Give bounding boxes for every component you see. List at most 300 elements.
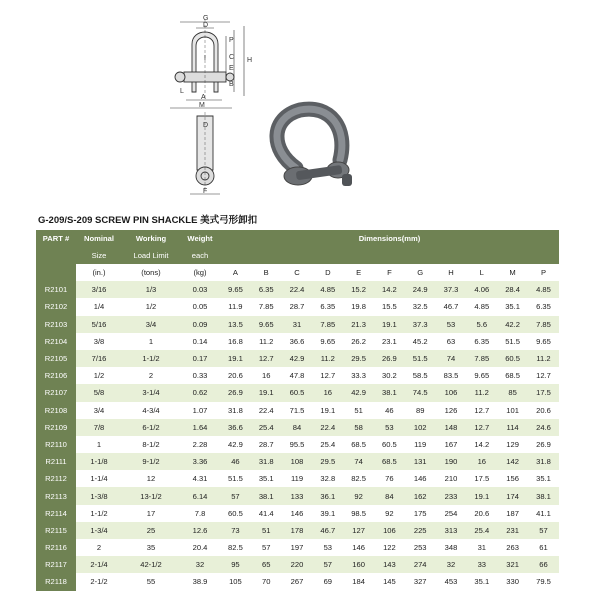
table-row bbox=[36, 436, 559, 453]
table-cell: 3/4 bbox=[76, 402, 122, 419]
table-cell: 31.8 bbox=[220, 402, 251, 419]
table-cell: 197 bbox=[282, 539, 313, 556]
table-cell: 210 bbox=[436, 470, 467, 487]
table-cell: 1 bbox=[122, 333, 180, 350]
table-row bbox=[36, 333, 559, 350]
diagram-label-m: M bbox=[199, 102, 205, 109]
table-row bbox=[36, 316, 559, 333]
table-cell: 16 bbox=[251, 367, 282, 384]
table-cell: 1.07 bbox=[180, 402, 220, 419]
table-cell: 68.5 bbox=[374, 453, 405, 470]
table-cell: 7/16 bbox=[76, 350, 122, 367]
table-cell: 20.4 bbox=[180, 539, 220, 556]
part-number-cell: R2111 bbox=[36, 453, 76, 470]
table-cell: 66 bbox=[528, 556, 559, 573]
table-cell: 9.65 bbox=[528, 333, 559, 350]
table-row bbox=[36, 453, 559, 470]
table-cell: 108 bbox=[282, 453, 313, 470]
table-cell: 19.1 bbox=[220, 350, 251, 367]
table-cell: 21.3 bbox=[343, 316, 374, 333]
header-row-3 bbox=[36, 264, 559, 281]
table-cell: 11.2 bbox=[251, 333, 282, 350]
diagram-label-a: A bbox=[201, 94, 206, 101]
table-cell: 57 bbox=[312, 556, 343, 573]
table-cell: 453 bbox=[436, 573, 467, 590]
table-cell: 36.1 bbox=[312, 487, 343, 504]
part-number-cell: R2116 bbox=[36, 539, 76, 556]
diagram-label-d: D bbox=[203, 22, 209, 29]
table-cell: 69 bbox=[312, 573, 343, 590]
table-cell: 101 bbox=[497, 402, 528, 419]
table-cell: 131 bbox=[405, 453, 436, 470]
table-cell: 2.28 bbox=[180, 436, 220, 453]
table-cell: 25.4 bbox=[312, 436, 343, 453]
table-cell: 32.5 bbox=[405, 298, 436, 315]
table-cell: 122 bbox=[374, 539, 405, 556]
table-cell: 89 bbox=[405, 402, 436, 419]
table-cell: 46 bbox=[220, 453, 251, 470]
table-cell: 6.35 bbox=[312, 298, 343, 315]
table-row bbox=[36, 419, 559, 436]
table-cell: 71.5 bbox=[282, 402, 313, 419]
table-cell: 39.1 bbox=[312, 505, 343, 522]
header-part: PART # bbox=[36, 230, 76, 247]
table-cell: 11.2 bbox=[466, 384, 497, 401]
table-cell: 7.85 bbox=[528, 316, 559, 333]
table-cell: 146 bbox=[343, 539, 374, 556]
table-cell: 146 bbox=[282, 505, 313, 522]
table-cell: 1-1/2 bbox=[122, 350, 180, 367]
header-dimensions: Dimensions(mm) bbox=[220, 230, 559, 247]
table-cell: 1.64 bbox=[180, 419, 220, 436]
table-cell: 85 bbox=[497, 384, 528, 401]
table-cell: 32 bbox=[436, 556, 467, 573]
table-cell: 187 bbox=[497, 505, 528, 522]
table-cell: 9-1/2 bbox=[122, 453, 180, 470]
table-row bbox=[36, 384, 559, 401]
table-cell: 26.2 bbox=[343, 333, 374, 350]
table-cell: 46.7 bbox=[436, 298, 467, 315]
table-cell: 233 bbox=[436, 487, 467, 504]
table-cell: 22.4 bbox=[282, 281, 313, 298]
table-cell: 28.7 bbox=[282, 298, 313, 315]
table-cell: 15.5 bbox=[374, 298, 405, 315]
header-nominal-sub: Size bbox=[76, 247, 122, 264]
part-number-cell: R2101 bbox=[36, 281, 76, 298]
table-cell: 9.65 bbox=[466, 367, 497, 384]
diagram-label-p: P bbox=[229, 37, 234, 44]
table-cell: 0.17 bbox=[180, 350, 220, 367]
table-cell: 19.1 bbox=[251, 384, 282, 401]
part-number-cell: R2115 bbox=[36, 522, 76, 539]
table-cell: 17.5 bbox=[466, 470, 497, 487]
dim-col-g: G bbox=[405, 264, 436, 281]
table-cell: 4.31 bbox=[180, 470, 220, 487]
table-cell: 9.65 bbox=[312, 333, 343, 350]
table-cell: 1-1/8 bbox=[76, 453, 122, 470]
diagram-label-h: H bbox=[247, 57, 253, 64]
header-weight-unit: (kg) bbox=[180, 264, 220, 281]
table-cell: 4.85 bbox=[466, 298, 497, 315]
table-cell: 28.7 bbox=[251, 436, 282, 453]
table-cell: 51 bbox=[251, 522, 282, 539]
table-cell: 106 bbox=[436, 384, 467, 401]
table-row bbox=[36, 281, 559, 298]
table-cell: 178 bbox=[282, 522, 313, 539]
table-cell: 6.35 bbox=[251, 281, 282, 298]
table-cell: 143 bbox=[374, 556, 405, 573]
dim-col-c: C bbox=[282, 264, 313, 281]
table-cell: 25 bbox=[122, 522, 180, 539]
table-cell: 35.1 bbox=[466, 573, 497, 590]
diagram-label-g: G bbox=[203, 15, 209, 22]
table-cell: 41.1 bbox=[528, 505, 559, 522]
table-cell: 42-1/2 bbox=[122, 556, 180, 573]
diagram-label-c: C bbox=[229, 54, 235, 61]
table-cell: 68.5 bbox=[343, 436, 374, 453]
table-cell: 29.5 bbox=[312, 453, 343, 470]
table-cell: 12.7 bbox=[251, 350, 282, 367]
table-cell: 60.5 bbox=[220, 505, 251, 522]
part-number-cell: R2104 bbox=[36, 333, 76, 350]
table-cell: 31.8 bbox=[251, 453, 282, 470]
table-cell: 26.9 bbox=[220, 384, 251, 401]
table-cell: 32.8 bbox=[312, 470, 343, 487]
table-cell: 9.65 bbox=[251, 316, 282, 333]
part-number-cell: R2110 bbox=[36, 436, 76, 453]
table-row bbox=[36, 487, 559, 504]
table-cell: 51.5 bbox=[497, 333, 528, 350]
table-cell: 19.1 bbox=[312, 402, 343, 419]
table-cell: 330 bbox=[497, 573, 528, 590]
table-cell: 3/16 bbox=[76, 281, 122, 298]
table-cell: 6.35 bbox=[528, 298, 559, 315]
table-cell: 46 bbox=[374, 402, 405, 419]
table-cell: 2-1/2 bbox=[76, 573, 122, 590]
table-cell: 2 bbox=[76, 539, 122, 556]
table-cell: 79.5 bbox=[528, 573, 559, 590]
table-cell: 105 bbox=[220, 573, 251, 590]
spec-table-body bbox=[36, 230, 559, 591]
table-cell: 16 bbox=[466, 453, 497, 470]
table-cell: 73 bbox=[220, 522, 251, 539]
dim-col-a: A bbox=[220, 264, 251, 281]
table-cell: 1/2 bbox=[76, 367, 122, 384]
figure-area bbox=[0, 0, 600, 215]
table-cell: 42.9 bbox=[220, 436, 251, 453]
table-title: G-209/S-209 SCREW PIN SHACKLE 美式弓形卸扣 bbox=[38, 215, 258, 226]
table-cell: 13-1/2 bbox=[122, 487, 180, 504]
table-cell: 231 bbox=[497, 522, 528, 539]
table-cell: 76 bbox=[374, 470, 405, 487]
dim-col-h: H bbox=[436, 264, 467, 281]
table-cell: 1/3 bbox=[122, 281, 180, 298]
table-cell: 2 bbox=[122, 367, 180, 384]
table-cell: 98.5 bbox=[343, 505, 374, 522]
part-number-cell: R2103 bbox=[36, 316, 76, 333]
table-cell: 30.2 bbox=[374, 367, 405, 384]
table-cell: 74 bbox=[343, 453, 374, 470]
table-cell: 8-1/2 bbox=[122, 436, 180, 453]
table-cell: 22.4 bbox=[312, 419, 343, 436]
table-cell: 53 bbox=[312, 539, 343, 556]
table-cell: 167 bbox=[436, 436, 467, 453]
table-cell: 45.2 bbox=[405, 333, 436, 350]
table-cell: 5/16 bbox=[76, 316, 122, 333]
part-number-cell: R2106 bbox=[36, 367, 76, 384]
table-row bbox=[36, 367, 559, 384]
table-cell: 36.6 bbox=[220, 419, 251, 436]
table-cell: 254 bbox=[436, 505, 467, 522]
table-cell: 3/4 bbox=[122, 316, 180, 333]
table-cell: 0.05 bbox=[180, 298, 220, 315]
header-working-sub: Load Limit bbox=[122, 247, 180, 264]
table-cell: 60.5 bbox=[282, 384, 313, 401]
table-cell: 22.4 bbox=[251, 402, 282, 419]
diagram-label-e: E bbox=[229, 65, 234, 72]
table-cell: 148 bbox=[436, 419, 467, 436]
table-row bbox=[36, 539, 559, 556]
table-cell: 0.03 bbox=[180, 281, 220, 298]
table-cell: 51.5 bbox=[405, 350, 436, 367]
diagram-label-f: F bbox=[203, 188, 208, 195]
table-cell: 35.1 bbox=[497, 298, 528, 315]
table-cell: 26.9 bbox=[528, 436, 559, 453]
table-cell: 267 bbox=[282, 573, 313, 590]
table-cell: 57 bbox=[251, 539, 282, 556]
diagram-label-i: I bbox=[204, 55, 206, 62]
diagram-label-b: B bbox=[229, 81, 234, 88]
table-cell: 14.2 bbox=[374, 281, 405, 298]
table-cell: 1-1/4 bbox=[76, 470, 122, 487]
table-cell: 2-1/4 bbox=[76, 556, 122, 573]
header-row-1 bbox=[36, 230, 559, 247]
table-cell: 51 bbox=[343, 402, 374, 419]
table-cell: 12.7 bbox=[312, 367, 343, 384]
header-part-blank bbox=[36, 247, 76, 264]
table-cell: 129 bbox=[497, 436, 528, 453]
table-cell: 42.2 bbox=[497, 316, 528, 333]
table-cell: 38.1 bbox=[528, 487, 559, 504]
table-cell: 15.2 bbox=[343, 281, 374, 298]
table-cell: 11.2 bbox=[312, 350, 343, 367]
dim-col-f: F bbox=[374, 264, 405, 281]
table-cell: 35.1 bbox=[528, 470, 559, 487]
table-cell: 29.5 bbox=[343, 350, 374, 367]
table-cell: 68.5 bbox=[497, 367, 528, 384]
table-cell: 12.6 bbox=[180, 522, 220, 539]
table-cell: 114 bbox=[497, 419, 528, 436]
table-cell: 11.9 bbox=[220, 298, 251, 315]
table-cell: 1-1/2 bbox=[76, 505, 122, 522]
table-row bbox=[36, 350, 559, 367]
table-cell: 20.6 bbox=[466, 505, 497, 522]
table-cell: 160 bbox=[343, 556, 374, 573]
dim-col-m: M bbox=[497, 264, 528, 281]
table-cell: 31 bbox=[282, 316, 313, 333]
table-cell: 95 bbox=[220, 556, 251, 573]
table-cell: 17.5 bbox=[528, 384, 559, 401]
table-cell: 5/8 bbox=[76, 384, 122, 401]
table-cell: 82.5 bbox=[220, 539, 251, 556]
table-cell: 38.1 bbox=[374, 384, 405, 401]
table-cell: 31 bbox=[466, 539, 497, 556]
header-nominal: Nominal bbox=[76, 230, 122, 247]
table-cell: 19.1 bbox=[466, 487, 497, 504]
table-cell: 4-3/4 bbox=[122, 402, 180, 419]
table-cell: 33.3 bbox=[343, 367, 374, 384]
table-cell: 58 bbox=[343, 419, 374, 436]
table-cell: 1-3/8 bbox=[76, 487, 122, 504]
table-cell: 92 bbox=[343, 487, 374, 504]
table-cell: 12.7 bbox=[466, 402, 497, 419]
table-row bbox=[36, 522, 559, 539]
table-cell: 184 bbox=[343, 573, 374, 590]
table-cell: 61 bbox=[528, 539, 559, 556]
table-cell: 7.85 bbox=[466, 350, 497, 367]
dim-col-e: E bbox=[343, 264, 374, 281]
table-cell: 263 bbox=[497, 539, 528, 556]
table-cell: 12.7 bbox=[466, 419, 497, 436]
table-cell: 3/8 bbox=[76, 333, 122, 350]
table-cell: 83.5 bbox=[436, 367, 467, 384]
part-number-cell: R2113 bbox=[36, 487, 76, 504]
table-cell: 37.3 bbox=[405, 316, 436, 333]
table-cell: 58.5 bbox=[405, 367, 436, 384]
table-cell: 95.5 bbox=[282, 436, 313, 453]
table-cell: 63 bbox=[436, 333, 467, 350]
table-cell: 174 bbox=[497, 487, 528, 504]
table-cell: 253 bbox=[405, 539, 436, 556]
table-cell: 42.9 bbox=[343, 384, 374, 401]
table-cell: 7.85 bbox=[312, 316, 343, 333]
table-cell: 190 bbox=[436, 453, 467, 470]
shackle-drawings bbox=[0, 0, 600, 215]
table-cell: 119 bbox=[405, 436, 436, 453]
table-cell: 0.09 bbox=[180, 316, 220, 333]
table-cell: 19.8 bbox=[343, 298, 374, 315]
table-cell: 7.8 bbox=[180, 505, 220, 522]
table-cell: 19.1 bbox=[374, 316, 405, 333]
table-cell: 0.14 bbox=[180, 333, 220, 350]
table-cell: 31.8 bbox=[528, 453, 559, 470]
table-cell: 35.1 bbox=[251, 470, 282, 487]
table-cell: 145 bbox=[374, 573, 405, 590]
table-cell: 1-3/4 bbox=[76, 522, 122, 539]
table-cell: 32 bbox=[180, 556, 220, 573]
table-cell: 28.4 bbox=[497, 281, 528, 298]
table-cell: 7/8 bbox=[76, 419, 122, 436]
table-cell: 3.36 bbox=[180, 453, 220, 470]
table-cell: 16.8 bbox=[220, 333, 251, 350]
table-cell: 12.7 bbox=[528, 367, 559, 384]
table-cell: 47.8 bbox=[282, 367, 313, 384]
table-cell: 106 bbox=[374, 522, 405, 539]
table-cell: 119 bbox=[282, 470, 313, 487]
header-dimensions-blank bbox=[220, 247, 559, 264]
table-cell: 348 bbox=[436, 539, 467, 556]
table-row bbox=[36, 556, 559, 573]
part-number-cell: R2107 bbox=[36, 384, 76, 401]
table-cell: 17 bbox=[122, 505, 180, 522]
table-cell: 162 bbox=[405, 487, 436, 504]
table-cell: 5.6 bbox=[466, 316, 497, 333]
part-number-cell: R2108 bbox=[36, 402, 76, 419]
table-row bbox=[36, 505, 559, 522]
table-cell: 24.9 bbox=[405, 281, 436, 298]
table-cell: 55 bbox=[122, 573, 180, 590]
table-cell: 25.4 bbox=[251, 419, 282, 436]
table-cell: 156 bbox=[497, 470, 528, 487]
table-cell: 3-1/4 bbox=[122, 384, 180, 401]
table-cell: 146 bbox=[405, 470, 436, 487]
table-cell: 126 bbox=[436, 402, 467, 419]
table-cell: 4.85 bbox=[528, 281, 559, 298]
table-cell: 14.2 bbox=[466, 436, 497, 453]
header-weight-sub: each bbox=[180, 247, 220, 264]
table-cell: 92 bbox=[374, 505, 405, 522]
table-cell: 41.4 bbox=[251, 505, 282, 522]
dim-col-p: P bbox=[528, 264, 559, 281]
table-cell: 57 bbox=[220, 487, 251, 504]
table-cell: 133 bbox=[282, 487, 313, 504]
dim-col-d: D bbox=[312, 264, 343, 281]
table-cell: 321 bbox=[497, 556, 528, 573]
dim-col-l: L bbox=[466, 264, 497, 281]
table-cell: 60.5 bbox=[497, 350, 528, 367]
dim-col-b: B bbox=[251, 264, 282, 281]
table-cell: 6.35 bbox=[466, 333, 497, 350]
header-nominal-unit: (in.) bbox=[76, 264, 122, 281]
part-number-cell: R2105 bbox=[36, 350, 76, 367]
part-number-cell: R2118 bbox=[36, 573, 76, 590]
table-cell: 175 bbox=[405, 505, 436, 522]
table-cell: 24.6 bbox=[528, 419, 559, 436]
table-cell: 4.06 bbox=[466, 281, 497, 298]
table-cell: 84 bbox=[282, 419, 313, 436]
table-cell: 127 bbox=[343, 522, 374, 539]
table-cell: 7.85 bbox=[251, 298, 282, 315]
table-cell: 20.6 bbox=[220, 367, 251, 384]
table-cell: 51.5 bbox=[220, 470, 251, 487]
table-cell: 142 bbox=[497, 453, 528, 470]
table-cell: 26.9 bbox=[374, 350, 405, 367]
table-cell: 38.9 bbox=[180, 573, 220, 590]
table-cell: 313 bbox=[436, 522, 467, 539]
table-row bbox=[36, 470, 559, 487]
table-cell: 33 bbox=[466, 556, 497, 573]
table-cell: 16 bbox=[312, 384, 343, 401]
table-cell: 6-1/2 bbox=[122, 419, 180, 436]
table-row bbox=[36, 402, 559, 419]
header-weight: Weight bbox=[180, 230, 220, 247]
table-cell: 225 bbox=[405, 522, 436, 539]
table-cell: 12 bbox=[122, 470, 180, 487]
table-cell: 74.5 bbox=[405, 384, 436, 401]
table-row bbox=[36, 573, 559, 590]
part-number-cell: R2112 bbox=[36, 470, 76, 487]
table-cell: 36.6 bbox=[282, 333, 313, 350]
table-row bbox=[36, 298, 559, 315]
table-cell: 1 bbox=[76, 436, 122, 453]
table-cell: 84 bbox=[374, 487, 405, 504]
diagram-label-l: L bbox=[180, 88, 184, 95]
header-row-2 bbox=[36, 247, 559, 264]
table-cell: 23.1 bbox=[374, 333, 405, 350]
table-cell: 25.4 bbox=[466, 522, 497, 539]
table-cell: 53 bbox=[436, 316, 467, 333]
table-cell: 46.7 bbox=[312, 522, 343, 539]
